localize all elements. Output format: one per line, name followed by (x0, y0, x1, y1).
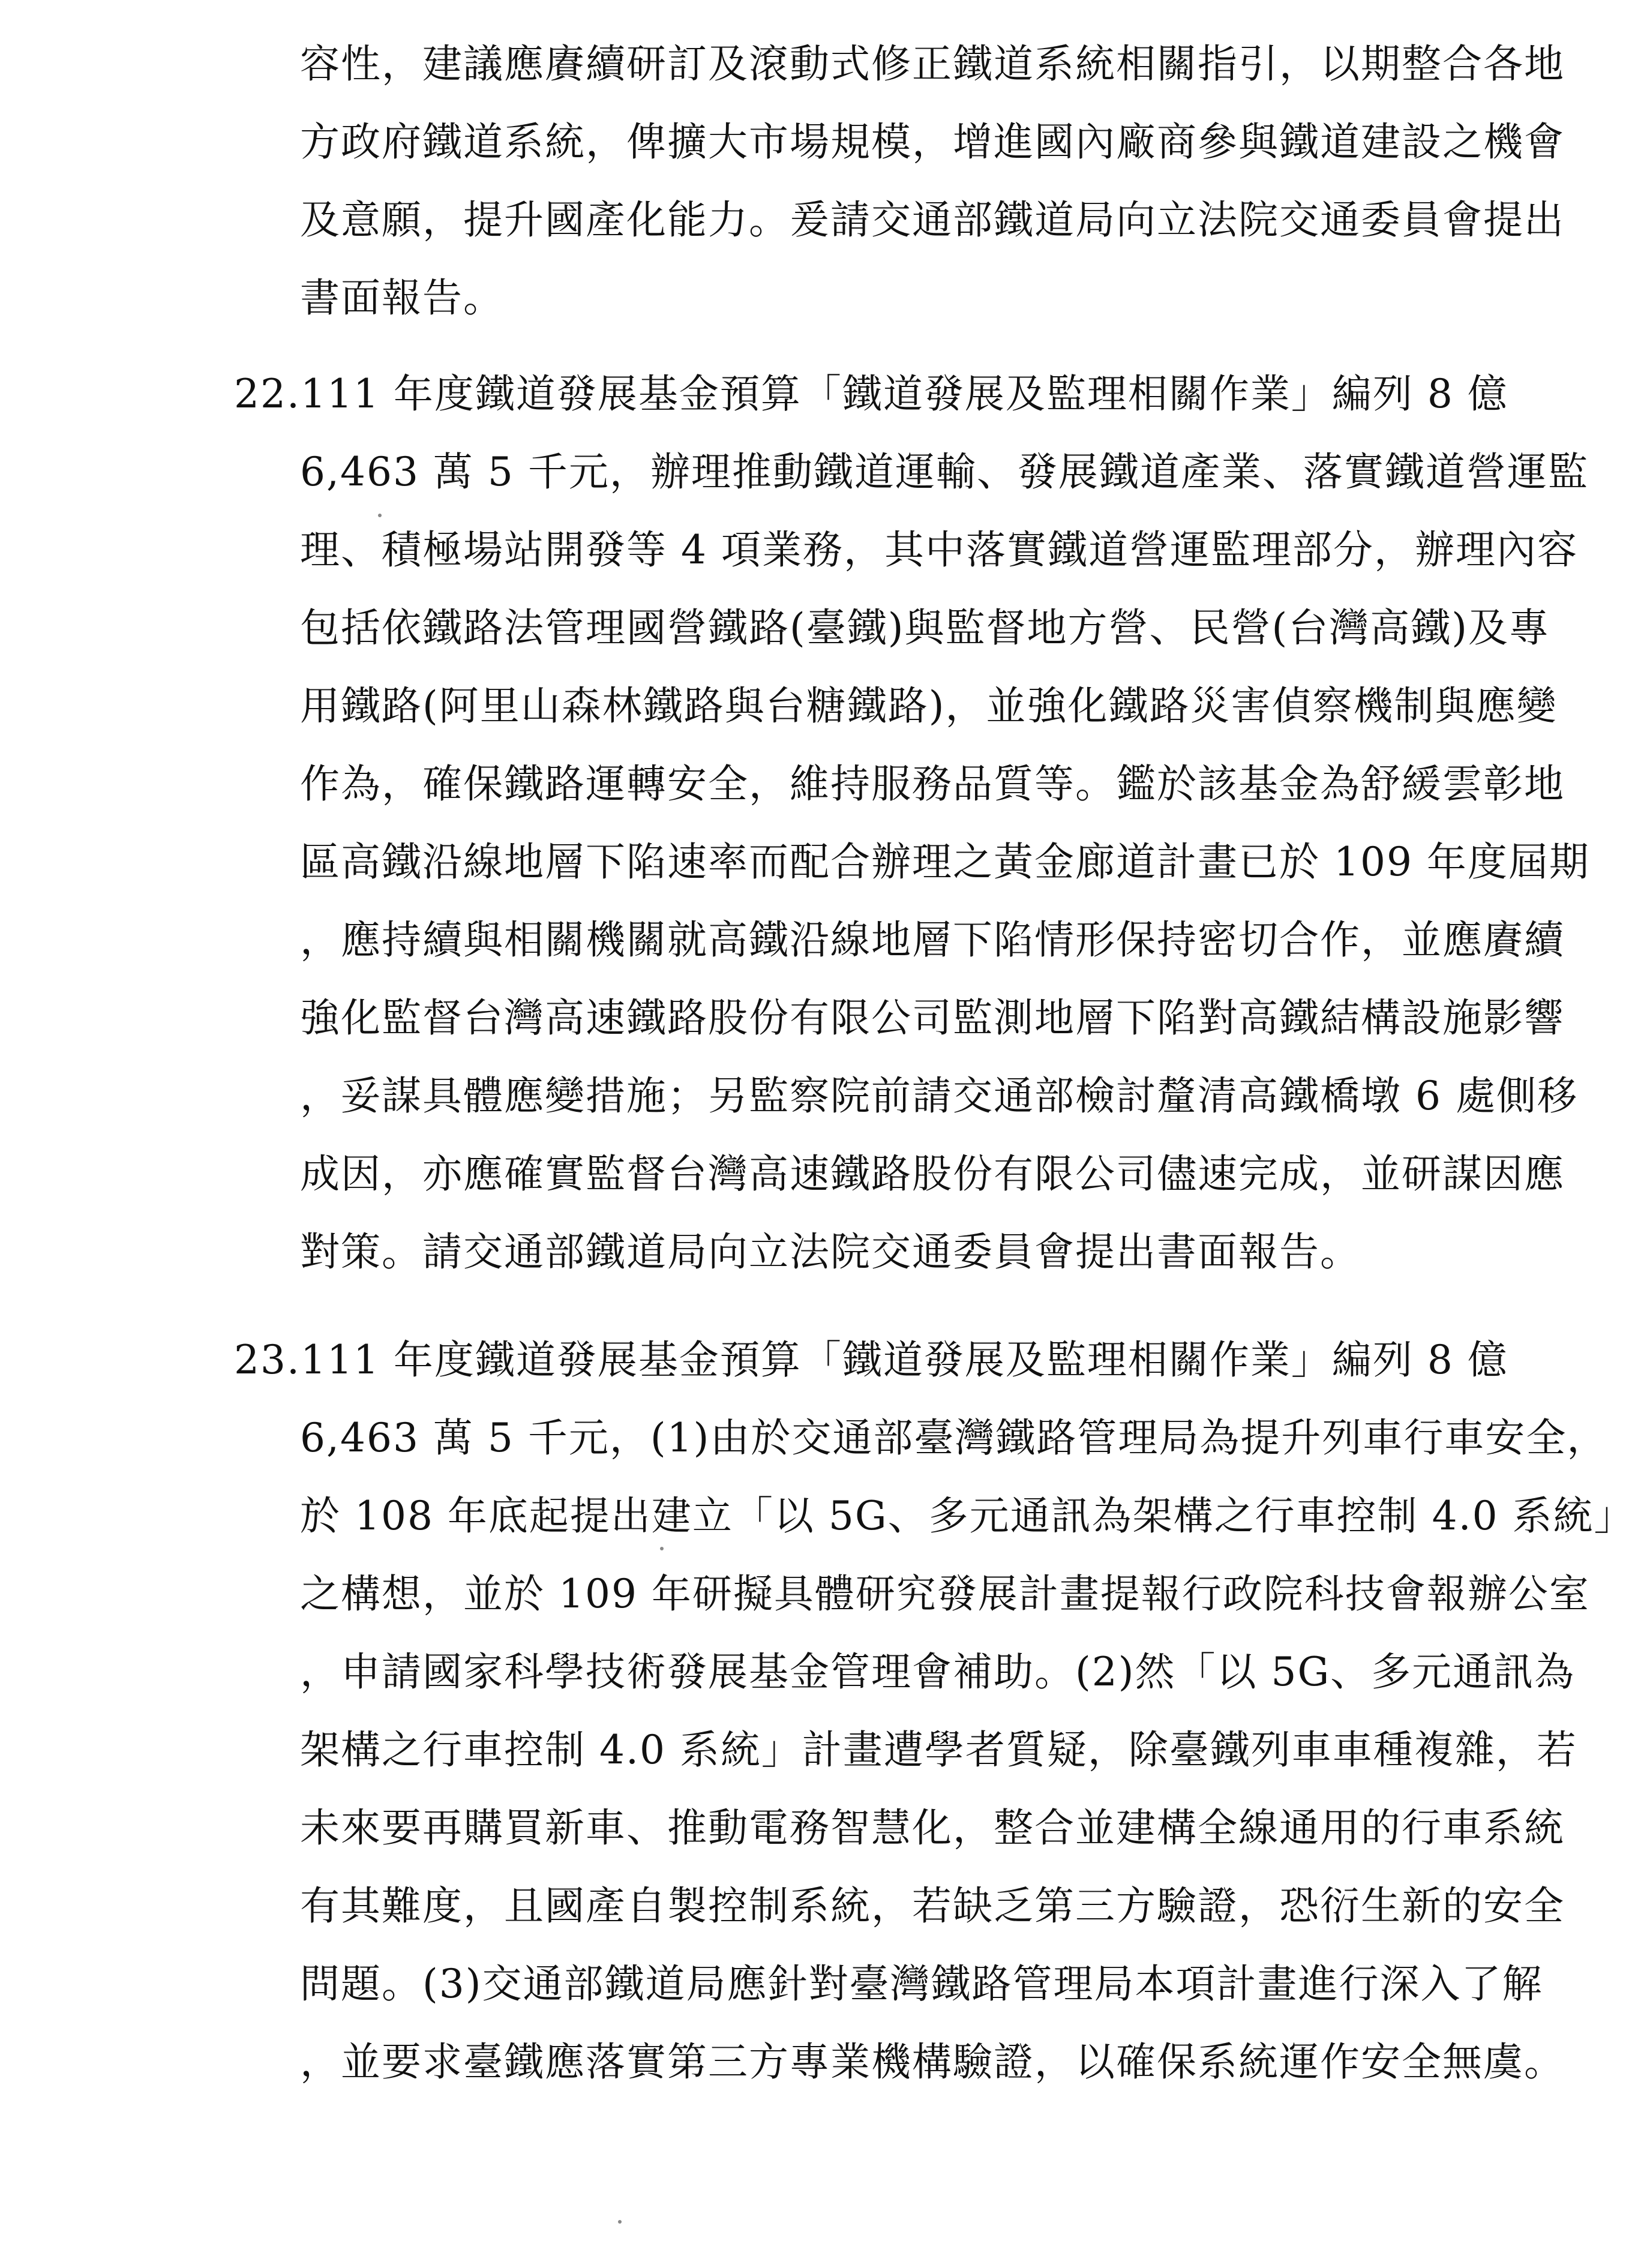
text-line: 包括依鐵路法管理國營鐵路(臺鐵)與監督地方營、民營(台灣高鐵)及專 (300, 605, 1550, 651)
text-line: 成因，亦應確實監督台灣高速鐵路股份有限公司儘速完成，並研謀因應 (300, 1151, 1565, 1197)
text-line: ，申請國家科學技術發展基金管理會補助。(2)然「以 5G、多元通訊為 (300, 1649, 1576, 1695)
text-line: 於 108 年底起提出建立「以 5G、多元通訊為架構之行車控制 4.0 系統」 (300, 1493, 1635, 1539)
text-line: 區高鐵沿線地層下陷速率而配合辦理之黃金廊道計畫已於 109 年度屆期 (300, 839, 1590, 885)
text-line: 對策。請交通部鐵道局向立法院交通委員會提出書面報告。 (300, 1229, 1361, 1275)
item-23-heading-line: 23.111 年度鐵道發展基金預算「鐵道發展及監理相關作業」編列 8 億 (234, 1337, 1508, 1383)
text-line: 未來要再購買新車、推動電務智慧化，整合並建構全線通用的行車系統 (300, 1805, 1565, 1851)
text-line: 容性，建議應賡續研訂及滾動式修正鐵道系統相關指引，以期整合各地 (300, 41, 1565, 87)
text-line: 用鐵路(阿里山森林鐵路與台糖鐵路)，並強化鐵路災害偵察機制與應變 (300, 683, 1558, 729)
text-line: 作為，確保鐵路運轉安全，維持服務品質等。鑑於該基金為舒緩雲彰地 (300, 761, 1565, 807)
text-line: 問題。(3)交通部鐵道局應針對臺灣鐵路管理局本項計畫進行深入了解 (300, 1961, 1543, 2007)
text-line: 有其難度，且國產自製控制系統，若缺乏第三方驗證，恐衍生新的安全 (300, 1883, 1565, 1929)
text-line: 6,463 萬 5 千元，辦理推動鐵道運輸、發展鐵道產業、落實鐵道營運監 (300, 449, 1589, 495)
scan-speck (660, 1547, 664, 1550)
text-line: 強化監督台灣高速鐵路股份有限公司監測地層下陷對高鐵結構設施影響 (300, 995, 1565, 1041)
text-line: 書面報告。 (300, 275, 504, 321)
scan-speck (378, 514, 382, 517)
text-line: 架構之行車控制 4.0 系統」計畫遭學者質疑，除臺鐵列車車種複雜，若 (300, 1727, 1577, 1773)
scan-speck (618, 2220, 622, 2224)
text-line: 及意願，提升國產化能力。爰請交通部鐵道局向立法院交通委員會提出 (300, 197, 1565, 243)
item-22-heading-line: 22.111 年度鐵道發展基金預算「鐵道發展及監理相關作業」編列 8 億 (234, 371, 1508, 417)
text-line: ，應持續與相關機關就高鐵沿線地層下陷情形保持密切合作，並應賡續 (300, 917, 1565, 963)
text-line: 6,463 萬 5 千元，(1)由於交通部臺灣鐵路管理局為提升列車行車安全， (300, 1415, 1608, 1461)
text-line: 之構想，並於 109 年研擬具體研究發展計畫提報行政院科技會報辦公室 (300, 1571, 1590, 1617)
text-line: ，妥謀具體應變措施；另監察院前請交通部檢討釐清高鐵橋墩 6 處側移 (300, 1073, 1578, 1119)
text-line: ，並要求臺鐵應落實第三方專業機構驗證，以確保系統運作安全無虞。 (300, 2039, 1565, 2085)
text-line: 理、積極場站開發等 4 項業務，其中落實鐵道營運監理部分，辦理內容 (300, 527, 1578, 573)
text-line: 方政府鐵道系統，俾擴大市場規模，增進國內廠商參與鐵道建設之機會 (300, 119, 1565, 165)
